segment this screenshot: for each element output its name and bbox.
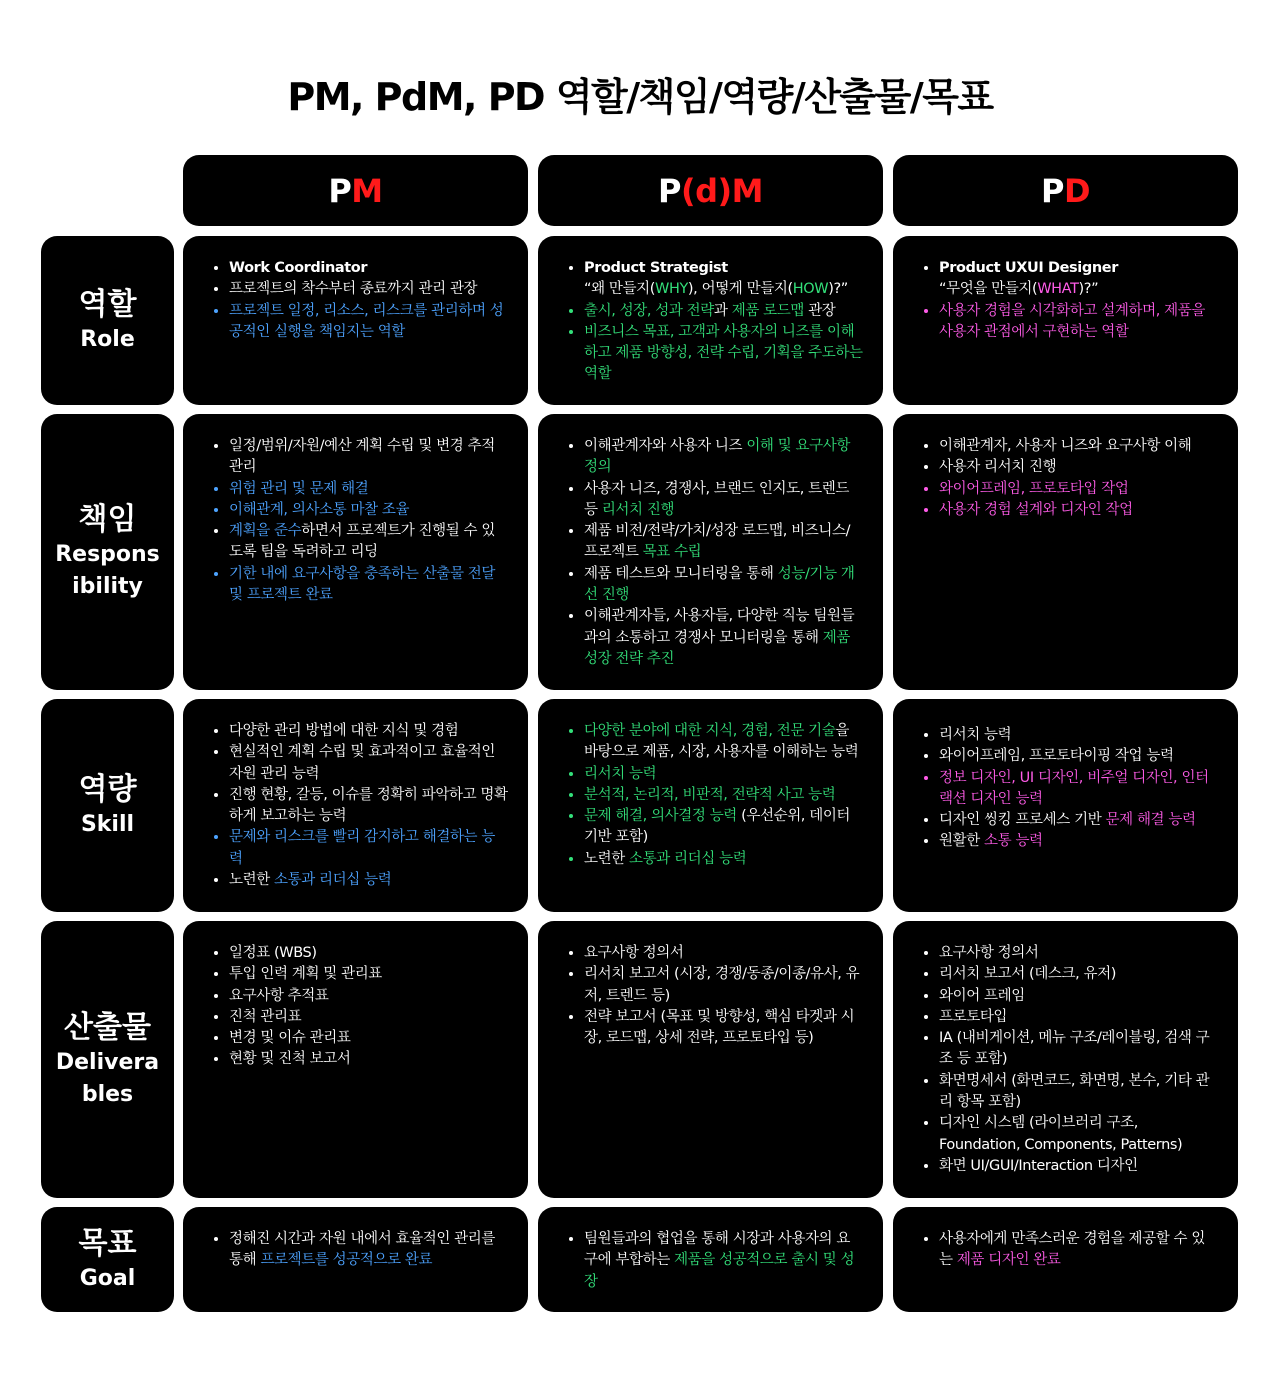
list-item: • 와이어 프레임 [939, 986, 1218, 1007]
text: 정해진 시간과 자원 내에서 효율적인 관리를 통해 [229, 1231, 495, 1269]
text-highlight: 제품 성장 전략 추진 [584, 629, 850, 667]
column-header-accent: M [351, 171, 383, 210]
text-highlight: WHY [655, 281, 688, 298]
cell-responsibility-pm [183, 414, 528, 690]
list-item [939, 1229, 1218, 1272]
list-item: • 사용자 경험 설계와 디자인 작업 [939, 500, 1218, 521]
text: 제품 비전/전략/가치/성장 로드맵, 비즈니스/프로젝트 [584, 523, 851, 561]
column-header-p: P [1040, 171, 1064, 210]
list-item: • Product UXUI Designer [939, 258, 1218, 279]
text-highlight: 문제 해결, 의사결정 능력 [584, 808, 737, 825]
list-item [229, 521, 508, 564]
row-header-ko: 역량 [78, 771, 137, 807]
row-header-en: Deliverables [55, 1049, 160, 1107]
cell-role-pd [893, 236, 1238, 405]
list-item: • 현실적인 계획 수립 및 효과적이고 효율적인 자원 관리 능력 [229, 742, 508, 785]
text: 이해관계자와 사용자 니즈 [584, 438, 747, 454]
row-header-deliverables [41, 921, 174, 1198]
cell-goal-pd [893, 1207, 1238, 1312]
text: 사용자에게 만족스러운 경험을 제공할 수 있는 [939, 1231, 1205, 1269]
text: 노련한 [584, 850, 630, 867]
text-highlight: WHAT [1037, 281, 1079, 298]
row-header-skill [41, 699, 174, 912]
text: 팀원들과의 협업을 통해 시장과 사용자의 요구에 부합하는 [584, 1231, 850, 1269]
list-item: • 비즈니스 목표, 고객과 사용자의 니즈를 이해하고 제품 방향성, 전략 수립, 기획을 주도하는 역할 [584, 322, 863, 386]
list-item: • 디자인 시스템 (라이브러리 구조, Foundation, Components, Patterns) [939, 1113, 1218, 1156]
list-item: • 전략 보고서 (목표 및 방향성, 핵심 타겟과 시장, 로드맵, 상세 전략, 프로토타입 등) [584, 1007, 863, 1050]
cell-goal-pdm [538, 1207, 883, 1312]
row-header-ko: 책임 [78, 502, 137, 537]
text-highlight: 이해 및 요구사항 정의 [584, 438, 850, 476]
text: 하면서 프로젝트가 진행될 수 있도록 팀을 독려하고 리딩 [229, 523, 495, 561]
column-header-accent: (d)M [680, 171, 763, 210]
cell-skill-pd [893, 699, 1238, 912]
text: “무엇을 만들지( [939, 281, 1038, 298]
list-item: • 진척 관리표 [229, 1007, 508, 1028]
list-item [584, 849, 863, 870]
text-highlight: 성능/기능 개선 진행 [584, 565, 855, 604]
row-header-en: Skill [80, 811, 135, 837]
list-item: • Product Strategist [584, 258, 863, 279]
text-highlight: 출시, 성장, 성과 전략 [584, 302, 714, 319]
list-item: • 이해관계, 의사소통 마찰 조율 [229, 500, 508, 521]
row-header-role [41, 236, 174, 405]
column-header-p: P [658, 171, 681, 210]
list-item [584, 606, 863, 670]
list-item: • 와이어프레임, 프로토타입 작업 [939, 479, 1218, 500]
column-header-pdm [538, 155, 883, 226]
column-header-accent: D [1063, 171, 1090, 210]
list-item: • 기한 내에 요구사항을 충족하는 산출물 전달 및 프로젝트 완료 [229, 564, 508, 607]
list-item: • 리서치 보고서 (데스크, 유저) [939, 964, 1218, 985]
list-item: • 진행 현황, 갈등, 이슈를 정확히 파악하고 명확하게 보고하는 능력 [229, 785, 508, 828]
text-highlight: 다양한 분야에 대한 지식, 경험, 전문 기술 [584, 723, 836, 739]
list-item: • 이해관계자, 사용자 니즈와 요구사항 이해 [939, 436, 1218, 457]
list-item: • 요구사항 추적표 [229, 986, 508, 1007]
cell-deliverables-pdm [538, 921, 883, 1198]
list-item: • 분석적, 논리적, 비판적, 전략적 사고 능력 [584, 785, 863, 806]
cell-deliverables-pd [893, 921, 1238, 1198]
list-item: • Work Coordinator [229, 258, 508, 279]
list-item [939, 279, 1218, 300]
text: )?” [828, 281, 848, 298]
cell-role-pdm [538, 236, 883, 405]
list-item: • 프로젝트 일정, 리소스, 리스크를 관리하며 성공적인 실행을 책임지는 역할 [229, 301, 508, 344]
column-header-pm [183, 155, 528, 226]
list-item [229, 1229, 508, 1272]
list-item [584, 564, 863, 607]
cell-deliverables-pm [183, 921, 528, 1198]
text: 제품 테스트와 모니터링을 통해 [584, 565, 778, 582]
column-header-pd [893, 155, 1238, 226]
list-item [584, 301, 863, 322]
text-highlight: 계획을 준수 [229, 523, 302, 540]
list-item: • 화면명세서 (화면코드, 화면명, 본수, 기타 관리 항목 포함) [939, 1071, 1218, 1114]
text: ), 어떻게 만들지( [687, 281, 793, 298]
list-item [584, 479, 863, 522]
list-item: • 프로토타입 [939, 1007, 1218, 1028]
list-item [584, 279, 863, 300]
text: “왜 만들지( [584, 281, 656, 298]
list-item: • IA (내비게이션, 메뉴 구조/레이블링, 검색 구조 등 포함) [939, 1028, 1218, 1071]
text: 이해관계자들, 사용자들, 다양한 직능 팀원들과의 소통하고 경쟁사 모니터링을 통해 [584, 608, 855, 646]
text: 원활한 [939, 833, 985, 850]
row-header-ko: 산출물 [64, 1009, 151, 1045]
text: 과 [713, 302, 732, 319]
cell-role-pm [183, 236, 528, 405]
list-item: • 문제와 리스크를 빨리 감지하고 해결하는 능력 [229, 827, 508, 870]
list-item [939, 810, 1218, 831]
text: )?” [1078, 281, 1099, 298]
list-item [229, 870, 508, 891]
row-header-ko: 역할 [78, 286, 137, 322]
list-item: • 리서치 능력 [939, 725, 1218, 746]
list-item: • 다양한 관리 방법에 대한 지식 및 경험 [229, 721, 508, 742]
row-header-en: Goal [79, 1265, 136, 1291]
row-header-ko: 목표 [78, 1225, 137, 1261]
text-highlight: 제품 디자인 완료 [956, 1252, 1061, 1269]
list-item [939, 831, 1218, 852]
list-item [584, 436, 863, 479]
list-item: • 일정표 (WBS) [229, 943, 508, 964]
list-item: • 요구사항 정의서 [584, 943, 863, 964]
row-header-en: Responsibility [55, 542, 160, 599]
text: (우선순위, 데이터 기반 포함) [584, 808, 851, 846]
list-item [584, 1229, 863, 1293]
list-item: • 사용자 경험을 시각화하고 설계하며, 제품을 사용자 관점에서 구현하는 역할 [939, 301, 1218, 344]
row-header-responsibility [41, 414, 174, 690]
list-item: • 화면 UI/GUI/Interaction 디자인 [939, 1156, 1218, 1177]
list-item: • 일정/범위/자원/예산 계획 수립 및 변경 추적 관리 [229, 436, 508, 479]
list-item: • 요구사항 정의서 [939, 943, 1218, 964]
text: 사용자 니즈, 경쟁사, 브랜드 인지도, 트렌드 등 [584, 480, 849, 518]
list-item [584, 721, 863, 764]
text-highlight: 목표 수립 [642, 544, 702, 561]
text-highlight: 소통과 리더십 능력 [274, 872, 392, 889]
row-header-en: Role [80, 326, 135, 352]
list-item: • 리서치 능력 [584, 764, 863, 785]
text-highlight: 제품을 성공적으로 출시 및 성장 [584, 1252, 855, 1290]
list-item: • 변경 및 이슈 관리표 [229, 1028, 508, 1049]
text: 디자인 씽킹 프로세스 기반 [939, 812, 1106, 829]
list-item: • 리서치 보고서 (시장, 경쟁/동종/이종/유사, 유저, 트렌드 등) [584, 964, 863, 1007]
list-item: • 사용자 리서치 진행 [939, 457, 1218, 478]
cell-skill-pdm [538, 699, 883, 912]
text: 을 바탕으로 제품, 시장, 사용자를 이해하는 능력 [584, 723, 859, 761]
list-item: • 위험 관리 및 문제 해결 [229, 479, 508, 500]
row-header-goal [41, 1207, 174, 1312]
list-item: • 와이어프레임, 프로토타이핑 작업 능력 [939, 746, 1218, 767]
list-item: • 프로젝트의 착수부터 종료까지 관리 관장 [229, 279, 508, 300]
cell-skill-pm [183, 699, 528, 912]
text-highlight: 문제 해결 능력 [1105, 812, 1196, 829]
cell-responsibility-pd [893, 414, 1238, 690]
text: 노련한 [229, 872, 275, 889]
cell-responsibility-pdm [538, 414, 883, 690]
list-item: • 투입 인력 계획 및 관리표 [229, 964, 508, 985]
page-title: PM, PdM, PD 역할/책임/역량/산출물/목표 [287, 75, 993, 119]
text: 관장 [803, 302, 836, 319]
list-item: • 정보 디자인, UI 디자인, 비주얼 디자인, 인터랙션 디자인 능력 [939, 768, 1218, 811]
text-highlight: 제품 로드맵 [731, 302, 804, 319]
list-item [584, 521, 863, 564]
text-highlight: 소통과 리더십 능력 [629, 850, 747, 867]
text-highlight: 소통 능력 [984, 833, 1043, 850]
text-highlight: 프로젝트를 성공적으로 완료 [260, 1252, 433, 1269]
text-highlight: 리서치 진행 [601, 501, 675, 518]
list-item [584, 806, 863, 849]
column-header-p: P [328, 171, 352, 210]
text-highlight: HOW [792, 281, 829, 298]
list-item: • 현황 및 진척 보고서 [229, 1049, 508, 1070]
cell-goal-pm [183, 1207, 528, 1312]
